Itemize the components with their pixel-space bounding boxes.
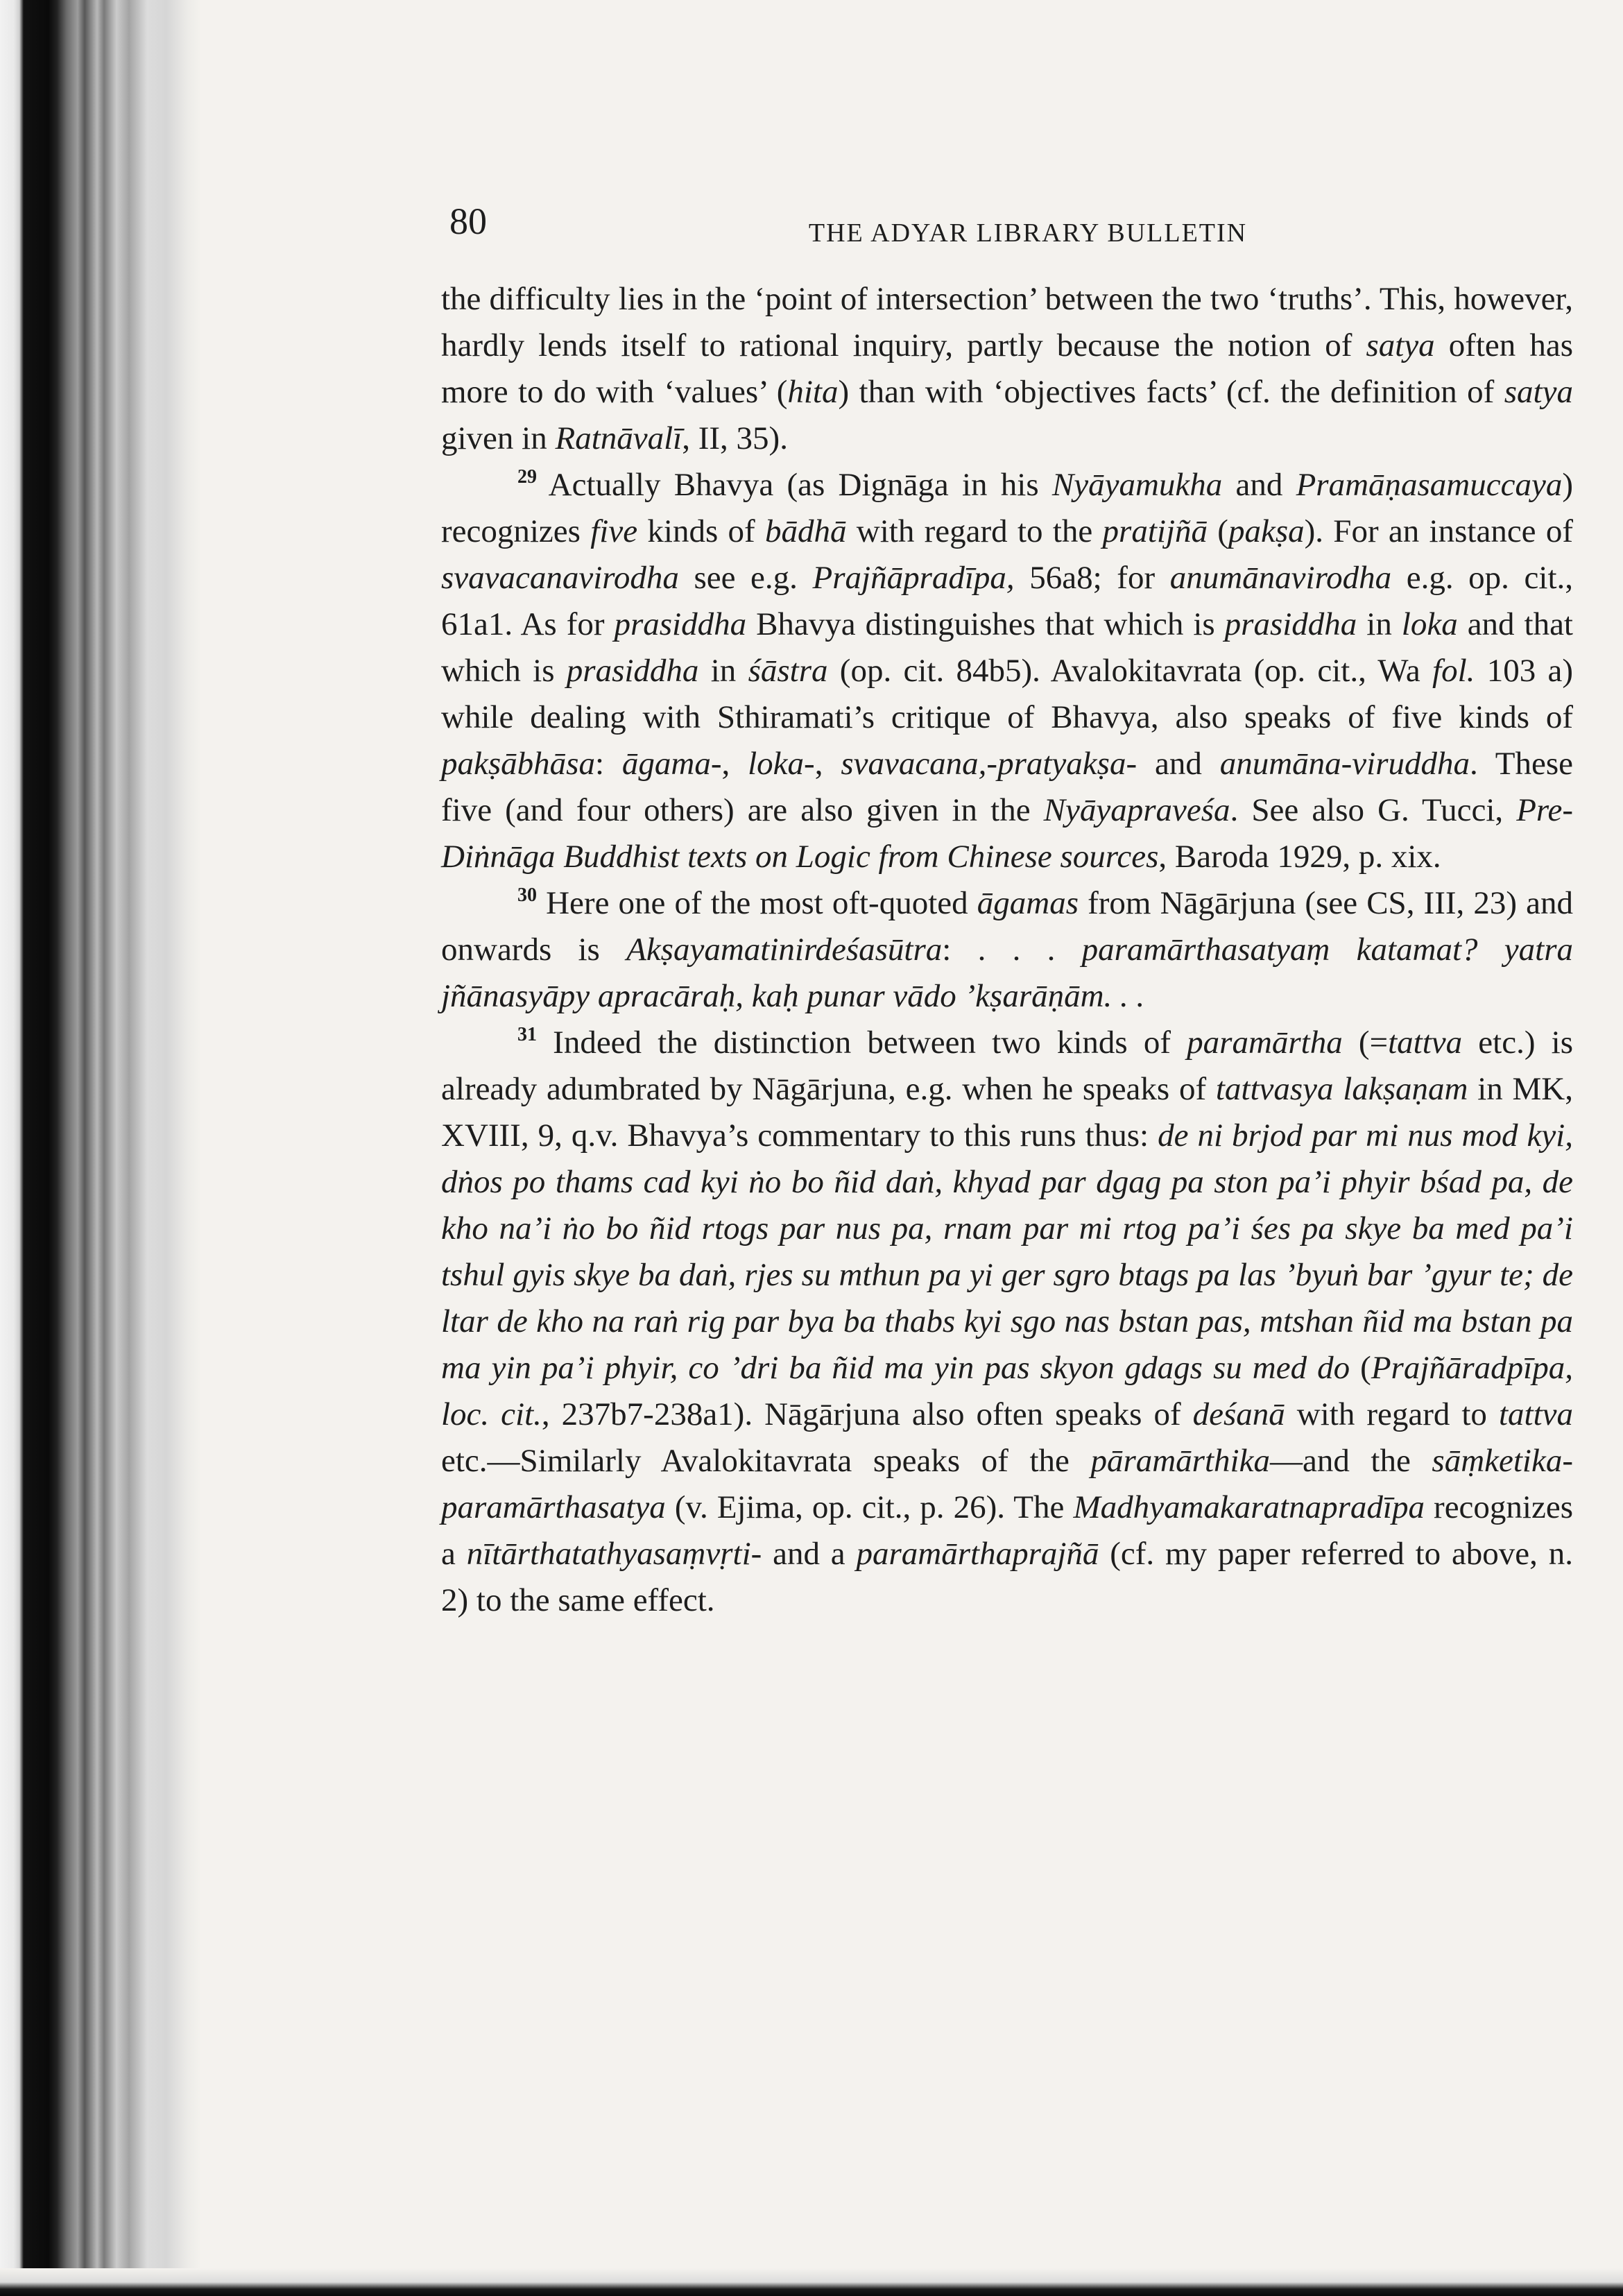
italic-text-run: nītārthatathyasaṃvṛti- xyxy=(466,1536,762,1572)
text-run: in xyxy=(1357,606,1402,642)
italic-text-run: āgama- xyxy=(621,746,722,782)
italic-text-run: sāṃketika-paramārthasatya xyxy=(441,1443,1573,1525)
text-run: e.g. op. cit., 61a1. As for xyxy=(441,560,1573,642)
text-run: the difficulty lies in the ‘point of intersection’ between the two ‘truths’. This, however, hardly lends itself to rational inquiry, partly because the notion of xyxy=(441,281,1573,363)
italic-text-run: loka- xyxy=(748,746,815,782)
text-run: , II, 35). xyxy=(682,420,788,456)
text-run: (v. Ejima, op. cit., p. 26). The xyxy=(665,1489,1074,1525)
italic-text-run: Akṣayamatinirdeśasūtra xyxy=(626,932,943,968)
italic-text-run: Nyāyamukha xyxy=(1051,467,1223,503)
italic-text-run: prasiddha xyxy=(1224,606,1357,642)
italic-text-run: prasiddha xyxy=(566,653,699,689)
text-run: ( xyxy=(1350,1350,1371,1386)
text-run: Actually Bhavya (as Dignāga in his xyxy=(537,467,1052,503)
italic-text-run: bādhā xyxy=(764,513,847,549)
text-run: (= xyxy=(1342,1025,1389,1061)
document-page xyxy=(441,200,1573,1624)
footnote-paragraph xyxy=(441,462,1573,880)
text-run: and xyxy=(1222,467,1296,503)
italic-text-run: pāramārthika xyxy=(1090,1443,1270,1479)
italic-text-run: tattva xyxy=(1388,1025,1463,1061)
text-run: in xyxy=(698,653,748,689)
italic-text-run: Nyāyapraveśa xyxy=(1043,792,1230,828)
italic-text-run: Pre-Diṅnāga Buddhist texts on Logic from Chinese sources xyxy=(441,792,1573,875)
italic-text-run: anumāna-viruddha xyxy=(1219,746,1470,782)
page-header xyxy=(441,200,1573,262)
italic-text-run: paramārthaprajñā xyxy=(856,1536,1099,1572)
italic-text-run: svavacanavirodha xyxy=(441,560,679,596)
italic-text-run: hita xyxy=(787,374,839,410)
italic-text-run: śāstra xyxy=(748,653,828,689)
text-run: : . . . xyxy=(942,932,1082,968)
footnote-paragraph xyxy=(441,1020,1573,1624)
text-run: , xyxy=(814,746,841,782)
text-run: : xyxy=(594,746,622,782)
italic-text-run: tattva xyxy=(1498,1396,1573,1432)
italic-text-run: deśanā xyxy=(1192,1396,1285,1432)
text-run: kinds of xyxy=(637,513,765,549)
text-run: see e.g. xyxy=(678,560,813,596)
book-spine-shadow xyxy=(0,0,201,2296)
italic-text-run: Prajñāpradīpa, xyxy=(812,560,1015,596)
text-run: Bhavya distinguishes that which is xyxy=(746,606,1225,642)
text-run: in MK, XVIII, 9, q.v. Bhavya’s commentary to this runs thus: xyxy=(441,1071,1573,1154)
italic-text-run: satya xyxy=(1504,374,1573,410)
text-run: recognizes a xyxy=(441,1489,1573,1572)
page-number: 80 xyxy=(449,200,487,242)
text-run: with regard to xyxy=(1285,1396,1499,1432)
italic-text-run: de ni brjod par mi nus mod kyi, dṅos po thams cad kyi ṅo bo ñid daṅ, khyad par dgag pa ston pa’i phyir bśad pa, de kho na’i ṅo bo ñid rtogs par nus pa, rnam par mi rtog pa’i śes pa skye ba med pa’i tshul gyis skye ba daṅ, rjes su mthun pa yi ger sgro btags pa las ’byuṅ bar ’gyur te; de ltar de kho na raṅ rig par bya ba thabs kyi sgo nas bstan pas, mtshan ñid ma bstan pa ma yin pa’i phyir, co ’dri ba ñid ma yin pas skyon gdags su med do xyxy=(441,1117,1573,1386)
italic-text-run: paramārthasatyaṃ katamat? yatra jñānasyāpy apracāraḥ, kaḥ punar vādo ’kṣarāṇām. . . xyxy=(441,932,1573,1014)
text-run: 103 a) while dealing with Sthiramati’s critique of Bhavya, also speaks of five kinds of xyxy=(441,653,1573,735)
footnote-number: 29 xyxy=(517,466,537,488)
italic-text-run: Madhyamakaratnapradīpa xyxy=(1073,1489,1425,1525)
footnote-paragraph xyxy=(441,880,1573,1020)
footnote-number: 30 xyxy=(517,884,537,906)
text-run: . See also G. Tucci, xyxy=(1230,792,1517,828)
text-run: from Nāgārjuna (see CS, III, 23) and onwards is xyxy=(441,885,1574,968)
italic-text-run: svavacana,-pratyakṣa- xyxy=(841,746,1137,782)
text-run: , Baroda 1929, p. xix. xyxy=(1158,839,1441,875)
italic-text-run: satya xyxy=(1366,327,1435,363)
text-run: ). For an instance of xyxy=(1304,513,1573,549)
text-run: given in xyxy=(441,420,556,456)
text-run: ) recognizes xyxy=(441,467,1573,549)
text-run: with regard to the xyxy=(846,513,1103,549)
page-bottom-edge xyxy=(0,2268,1623,2296)
italic-text-run: paramārtha xyxy=(1187,1025,1343,1061)
italic-text-run: five xyxy=(590,513,638,549)
text-run: often has more to do with ‘values’ ( xyxy=(441,327,1573,410)
running-title: THE ADYAR LIBRARY BULLETIN xyxy=(808,219,1248,248)
text-run: Here one of the most oft-quoted xyxy=(537,885,977,921)
text-run: , xyxy=(721,746,748,782)
text-run: —and the xyxy=(1269,1443,1432,1479)
text-run: etc.) is already adumbrated by Nāgārjuna, e.g. when he speaks of xyxy=(441,1025,1573,1107)
italic-text-run: Ratnāvalī xyxy=(555,420,682,456)
italic-text-run: prasiddha xyxy=(614,606,747,642)
italic-text-run: fol. xyxy=(1432,653,1475,689)
text-run: Indeed the distinction between two kinds of xyxy=(537,1025,1187,1061)
continuation-paragraph xyxy=(441,276,1573,462)
text-run: ) than with ‘objectives facts’ (cf. the definition of xyxy=(838,374,1504,410)
italic-text-run: pakṣa xyxy=(1228,513,1305,549)
text-run: 56a8; for xyxy=(1014,560,1170,596)
italic-text-run: pakṣābhāsa xyxy=(441,746,595,782)
text-run: and that which is xyxy=(441,606,1573,689)
text-run: (cf. my paper referred to above, n. 2) to the same effect. xyxy=(441,1536,1573,1618)
text-run: (op. cit. 84b5). Avalokitavrata (op. cit., Wa xyxy=(827,653,1433,689)
text-run: , 237b7-238a1). Nāgārjuna also often speaks of xyxy=(541,1396,1193,1432)
text-run: etc.—Similarly Avalokitavrata speaks of the xyxy=(441,1443,1091,1479)
text-run: and a xyxy=(762,1536,857,1572)
italic-text-run: Prajñāradpīpa, loc. cit. xyxy=(441,1350,1573,1432)
text-run: ( xyxy=(1208,513,1228,549)
footnote-number: 31 xyxy=(517,1024,537,1045)
text-run: . These five (and four others) are also given in the xyxy=(441,746,1574,828)
italic-text-run: pratijñā xyxy=(1102,513,1208,549)
italic-text-run: tattvasya lakṣaṇam xyxy=(1215,1071,1468,1107)
italic-text-run: āgamas xyxy=(977,885,1079,921)
italic-text-run: anumānavirodha xyxy=(1169,560,1392,596)
body-text xyxy=(441,276,1573,1624)
text-run: and xyxy=(1137,746,1220,782)
italic-text-run: Pramāṇasamuccaya xyxy=(1296,467,1563,503)
italic-text-run: loka xyxy=(1401,606,1458,642)
